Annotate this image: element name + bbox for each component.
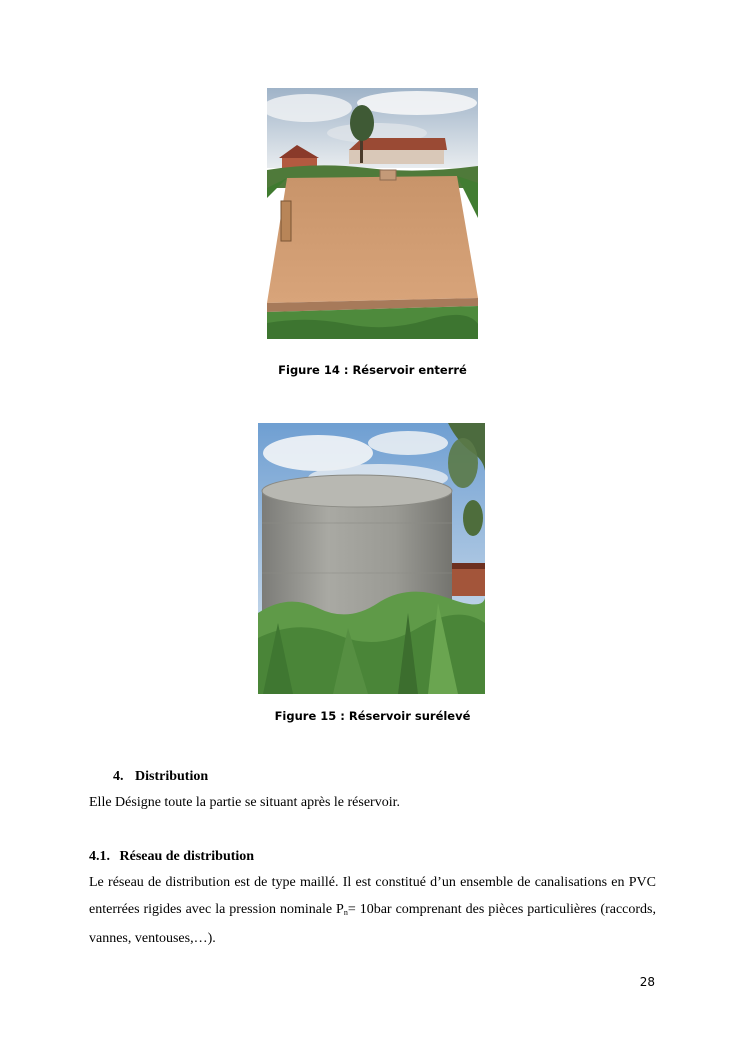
section-4-1-title: Réseau de distribution — [119, 849, 255, 864]
figure-14-caption: Figure 14 : Réservoir enterré — [278, 363, 467, 377]
figure-15-photo — [258, 423, 485, 694]
figure-15-caption: Figure 15 : Réservoir surélevé — [274, 709, 471, 723]
section-4-1-paragraph — [89, 870, 656, 953]
figure-14-photo — [267, 88, 478, 339]
section-4-text: Elle Désigne toute la partie se situant après le réservoir. — [89, 795, 401, 810]
page-number: 28 — [639, 975, 655, 989]
section-4-title: Distribution — [135, 769, 209, 784]
section-4-heading — [113, 764, 208, 790]
section-4-1-number: 4.1. — [89, 849, 110, 864]
paragraph-part-2: = 10bar comprenant des pièces particulières (raccords, vannes, ventouses,…). — [89, 901, 656, 946]
pressure-subscript: n — [343, 907, 348, 917]
section-4-number: 4. — [113, 769, 124, 784]
paragraph-part-1: Le réseau de distribution est de type maillé. Il est constitué d’un ensemble de canalisations en PVC enterrées rigides avec la pression nominale P — [89, 875, 656, 917]
section-4-1-heading — [89, 844, 254, 870]
